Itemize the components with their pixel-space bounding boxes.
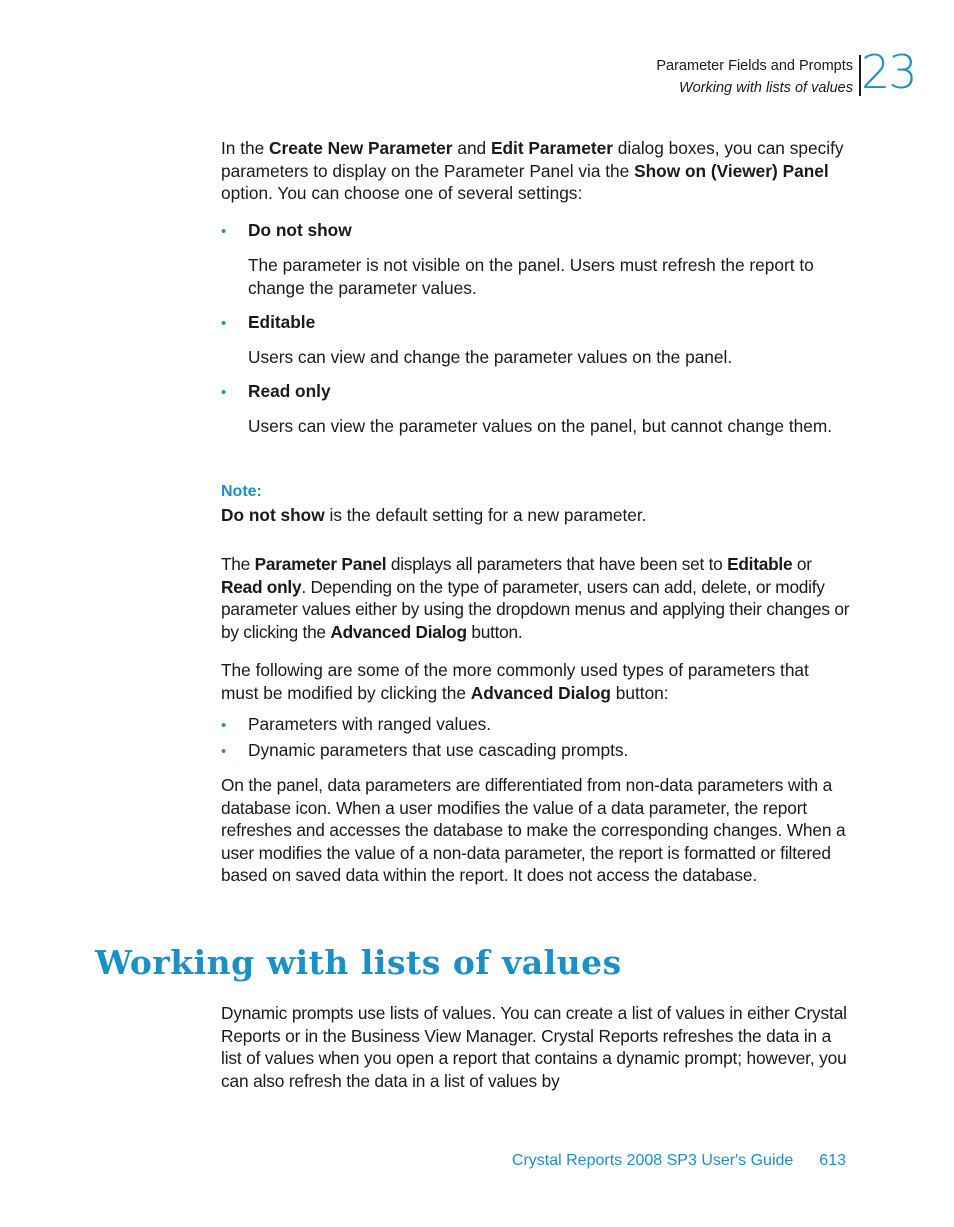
intro-paragraph: In the Create New Parameter and Edit Parameter dialog boxes, you can specify parameters to display on the Parameter Panel via the Show on (Viewer) Panel option. You can choose one of several settings: — [221, 138, 844, 204]
bullet-icon: • — [221, 717, 227, 734]
bullet-icon: • — [221, 315, 227, 332]
chapter-number: 23 — [861, 45, 916, 99]
section-heading: Working with lists of values — [95, 943, 622, 982]
running-header-subtitle: Working with lists of values — [678, 80, 853, 96]
data-parameters-paragraph: On the panel, data parameters are differentiated from non-data parameters with a database icon. When a user modifies the value of a data parameter, the report refreshes and accesses the database to make the corresponding changes. When a user modifies the value of a non-data parameter, the report is formatted or filtered based on saved data within the report. It does not access the database. — [221, 775, 846, 886]
types-paragraph: The following are some of the more commonly used types of parameters that must be modified by clicking the Advanced Dialog button: — [221, 660, 809, 703]
section-paragraph: Dynamic prompts use lists of values. You can create a list of values in either Crystal Reports or in the Business View Manager. Crystal Reports refreshes the data in a list of values when you open a report that contains a dynamic prompt; however, you can also refresh the data in a list of values by — [221, 1003, 847, 1091]
setting-description-do-not-show: The parameter is not visible on the panel. Users must refresh the report to change the parameter values. — [248, 255, 814, 298]
list-item: Parameters with ranged values. — [248, 714, 492, 734]
bullet-icon: • — [221, 384, 227, 401]
page-number: 613 — [819, 1152, 846, 1169]
setting-title-do-not-show: Do not show — [248, 220, 352, 240]
setting-description-read-only: Users can view the parameter values on the panel, but cannot change them. — [248, 416, 833, 436]
running-header — [656, 55, 853, 99]
bullet-icon: • — [221, 743, 227, 760]
list-item: Dynamic parameters that use cascading prompts. — [248, 740, 629, 760]
setting-title-read-only: Read only — [248, 381, 331, 401]
running-header-title: Parameter Fields and Prompts — [656, 58, 853, 74]
note-label: Note: — [221, 483, 262, 500]
page-footer — [512, 1150, 846, 1172]
setting-title-editable: Editable — [248, 312, 316, 332]
note-text: Do not show is the default setting for a new parameter. — [221, 505, 647, 525]
setting-description-editable: Users can view and change the parameter values on the panel. — [248, 347, 733, 367]
panel-paragraph: The Parameter Panel displays all parameters that have been set to Editable or Read only. Depending on the type of parameter, users can add, delete, or modify parameter values either by using the dropdown menus and applying their changes or by clicking the Advanced Dialog button. — [221, 554, 850, 642]
footer-guide-title: Crystal Reports 2008 SP3 User's Guide — [511, 1152, 794, 1169]
bullet-icon: • — [221, 223, 227, 240]
